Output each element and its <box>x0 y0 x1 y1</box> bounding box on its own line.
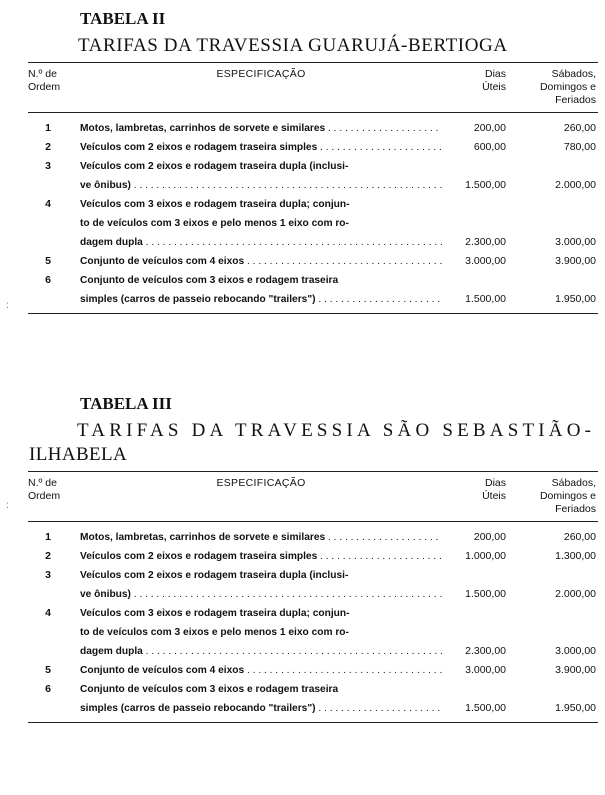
row-specification <box>80 680 442 718</box>
row-specification <box>80 566 442 604</box>
table-row <box>28 138 598 157</box>
spec-line: Conjunto de veículos com 4 eixos . . . <box>80 252 442 271</box>
header-ordem-line2: Ordem <box>28 81 61 93</box>
spec-line: dagem dupla . . . <box>80 642 442 661</box>
row-dias-uteis: 1.500,00 <box>465 702 506 714</box>
header-sab-line3: Feriados <box>555 503 596 515</box>
row-sabados: 2.000,00 <box>555 588 596 600</box>
header-sab-line1: Sábados, <box>551 68 596 80</box>
spec-line: simples (carros de passeio rebocando "trailers") . . . <box>80 699 442 718</box>
row-specification <box>80 157 442 195</box>
row-specification <box>80 138 442 157</box>
table-row <box>28 566 598 604</box>
margin-mark: : <box>6 300 9 311</box>
spec-line: to de veículos com 3 eixos e pelo menos 1 eixo com ro- <box>80 627 349 638</box>
row-specification <box>80 661 442 680</box>
row-dias-uteis: 3.000,00 <box>465 255 506 267</box>
row-number: 1 <box>45 531 51 543</box>
table-body <box>28 521 598 723</box>
table-row <box>28 252 598 271</box>
row-number: 5 <box>45 664 51 676</box>
table-row <box>28 661 598 680</box>
row-sabados: 3.000,00 <box>555 236 596 248</box>
table-row <box>28 604 598 661</box>
table-header <box>28 471 598 521</box>
header-dias-line1: Dias <box>484 68 506 80</box>
tabela-iii <box>28 393 598 723</box>
table-title <box>29 419 598 467</box>
header-especificacao: ESPECIFICAÇÃO <box>216 477 306 489</box>
header-dias-line2: Úteis <box>482 81 506 93</box>
table-row <box>28 528 598 547</box>
table-row <box>28 195 598 252</box>
header-ordem-line1: N.º de <box>28 477 57 489</box>
spec-line: Motos, lambretas, carrinhos de sorvete e similares . . . <box>80 119 442 138</box>
spec-line: ve ônibus) . . . <box>80 585 442 604</box>
table-title-line1: TARIFAS DA TRAVESSIA SÃO SEBASTIÃO- <box>77 420 596 441</box>
row-sabados: 1.950,00 <box>555 702 596 714</box>
row-specification <box>80 528 442 547</box>
table-header <box>28 62 598 112</box>
row-dias-uteis: 200,00 <box>473 122 506 134</box>
row-dias-uteis: 1.500,00 <box>465 588 506 600</box>
spec-line: Veículos com 2 eixos e rodagem traseira dupla (inclusi- <box>80 161 349 172</box>
row-specification <box>80 195 442 252</box>
table-label: TABELA III <box>80 394 172 413</box>
row-dias-uteis: 1.500,00 <box>465 179 506 191</box>
table-row <box>28 157 598 195</box>
row-dias-uteis: 600,00 <box>473 141 506 153</box>
header-dias-uteis <box>442 68 506 112</box>
header-sabados <box>506 68 596 112</box>
row-sabados: 3.900,00 <box>555 255 596 267</box>
row-number: 2 <box>45 141 51 153</box>
row-dias-uteis: 2.300,00 <box>465 236 506 248</box>
spec-line: Conjunto de veículos com 4 eixos . . . <box>80 661 442 680</box>
spec-line: dagem dupla . . . <box>80 233 442 252</box>
header-ordem-line1: N.º de <box>28 68 57 80</box>
row-number: 2 <box>45 550 51 562</box>
spec-line: to de veículos com 3 eixos e pelo menos 1 eixo com ro- <box>80 218 349 229</box>
spec-line: Conjunto de veículos com 3 eixos e rodagem traseira <box>80 275 339 286</box>
row-number: 5 <box>45 255 51 267</box>
spec-line: Veículos com 3 eixos e rodagem traseira dupla; conjun- <box>80 199 350 210</box>
row-dias-uteis: 2.300,00 <box>465 645 506 657</box>
table-label: TABELA II <box>80 9 166 28</box>
row-sabados: 3.900,00 <box>555 664 596 676</box>
spec-line: Motos, lambretas, carrinhos de sorvete e similares . . . <box>80 528 442 547</box>
row-dias-uteis: 200,00 <box>473 531 506 543</box>
row-specification <box>80 547 442 566</box>
spec-line: simples (carros de passeio rebocando "trailers") . . . <box>80 290 442 309</box>
row-number: 3 <box>45 160 51 172</box>
table-row <box>28 271 598 309</box>
spec-line: Conjunto de veículos com 3 eixos e rodagem traseira <box>80 684 339 695</box>
header-dias-line1: Dias <box>484 477 506 489</box>
spec-line: Veículos com 2 eixos e rodagem traseira dupla (inclusi- <box>80 570 349 581</box>
header-sab-line2: Domingos e <box>539 81 596 93</box>
row-specification <box>80 604 442 661</box>
row-number: 3 <box>45 569 51 581</box>
table-row <box>28 119 598 138</box>
spec-line: Veículos com 3 eixos e rodagem traseira dupla; conjun- <box>80 608 350 619</box>
row-sabados: 260,00 <box>563 122 596 134</box>
row-number: 4 <box>45 607 51 619</box>
header-ordem-line2: Ordem <box>28 490 61 502</box>
row-number: 6 <box>45 274 51 286</box>
spec-line: ve ônibus) . . . <box>80 176 442 195</box>
row-specification <box>80 119 442 138</box>
header-dias-line2: Úteis <box>482 490 506 502</box>
table-title <box>78 34 598 58</box>
header-sab-line2: Domingos e <box>539 490 596 502</box>
header-ordem <box>28 477 80 521</box>
spec-line: Veículos com 2 eixos e rodagem traseira simples . . . <box>80 138 442 157</box>
row-number: 4 <box>45 198 51 210</box>
row-sabados: 780,00 <box>563 141 596 153</box>
row-dias-uteis: 3.000,00 <box>465 664 506 676</box>
header-dias-uteis <box>442 477 506 521</box>
header-ordem <box>28 68 80 112</box>
table-body <box>28 112 598 314</box>
row-sabados: 1.950,00 <box>555 293 596 305</box>
table-title-line1: TARIFAS DA TRAVESSIA GUARUJÁ-BERTIOGA <box>78 35 508 56</box>
header-sab-line3: Feriados <box>555 94 596 106</box>
table-row <box>28 547 598 566</box>
header-sabados <box>506 477 596 521</box>
row-sabados: 1.300,00 <box>555 550 596 562</box>
row-dias-uteis: 1.000,00 <box>465 550 506 562</box>
row-number: 6 <box>45 683 51 695</box>
row-dias-uteis: 1.500,00 <box>465 293 506 305</box>
row-specification <box>80 271 442 309</box>
spec-line: Veículos com 2 eixos e rodagem traseira simples . . . <box>80 547 442 566</box>
header-sab-line1: Sábados, <box>551 477 596 489</box>
tabela-ii <box>28 8 598 314</box>
row-specification <box>80 252 442 271</box>
header-especificacao: ESPECIFICAÇÃO <box>216 68 306 80</box>
table-row <box>28 680 598 718</box>
row-number: 1 <box>45 122 51 134</box>
row-sabados: 3.000,00 <box>555 645 596 657</box>
row-sabados: 260,00 <box>563 531 596 543</box>
row-sabados: 2.000,00 <box>555 179 596 191</box>
table-title-line2: ILHABELA <box>29 444 128 465</box>
margin-mark: : <box>6 500 9 511</box>
